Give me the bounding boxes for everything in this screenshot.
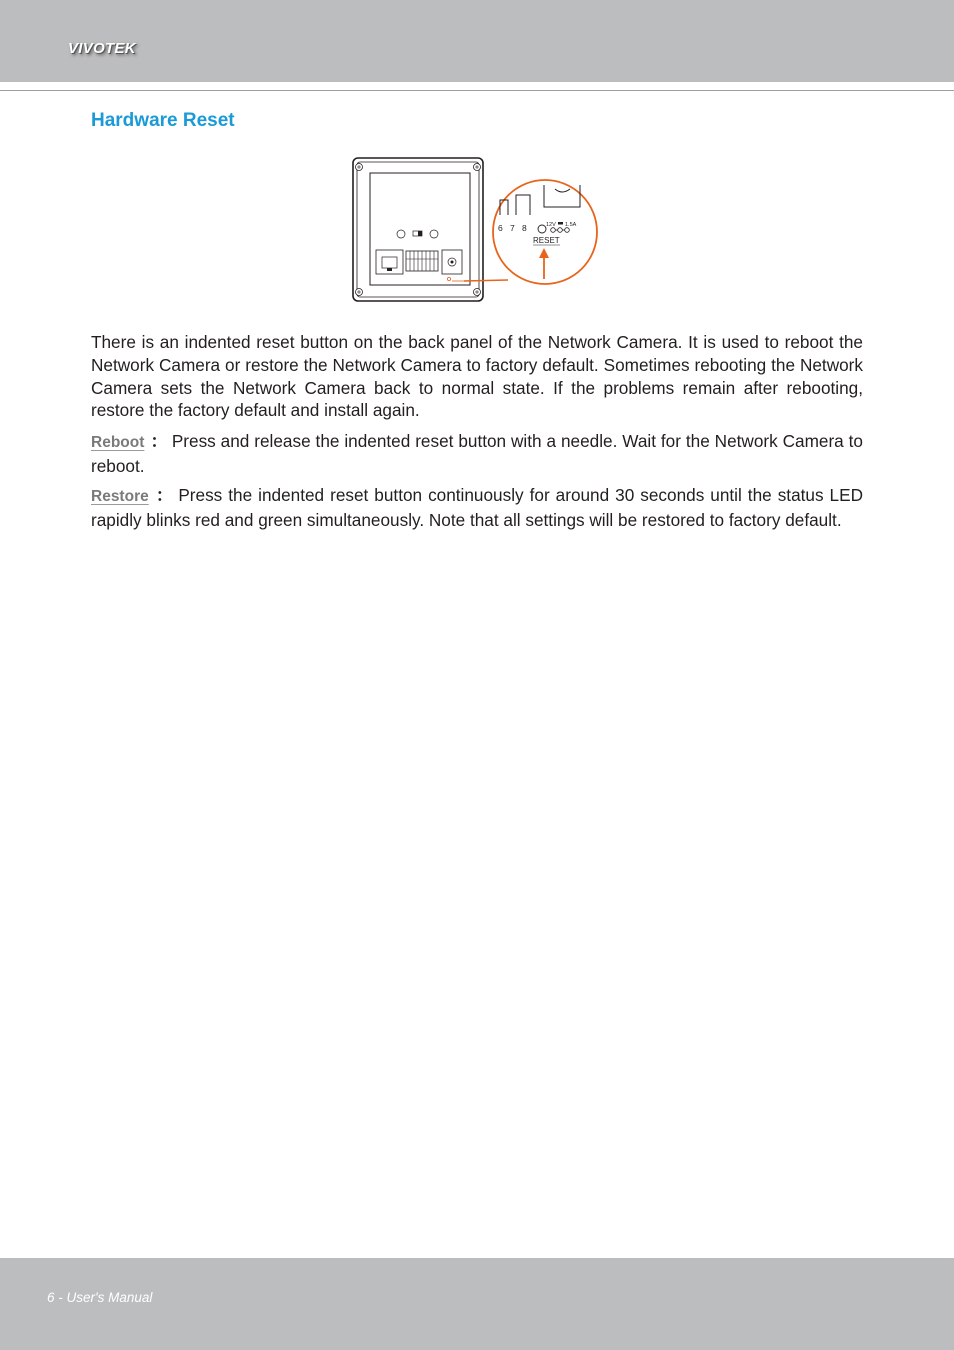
- intro-paragraph: There is an indented reset button on the back panel of the Network Camera. It is used to reboot the Network Camera or restore the Network Camera to factory default. Sometimes rebooting the Network Camera sets the Network Camera back to normal state. If the problems remain after rebooting, restore the factory default and install again.: [91, 332, 863, 421]
- page-number-label: 6 - User's Manual: [47, 1290, 153, 1305]
- power-current-label: 1.5A: [565, 222, 577, 228]
- header-divider: [0, 90, 954, 91]
- reboot-description: Press and release the indented reset button with a needle. Wait for the Network Camera to reboot.: [91, 431, 863, 476]
- led-icon: [430, 230, 438, 238]
- restore-paragraph: [91, 484, 863, 532]
- reset-button-icon: [538, 225, 546, 233]
- reboot-paragraph: [91, 430, 863, 478]
- terminal-pin-label: 6: [498, 223, 503, 233]
- brand-logo: VIVOTEK: [68, 40, 136, 57]
- restore-term: Restore: [91, 488, 149, 505]
- reboot-colon: ：: [150, 431, 168, 451]
- restore-description: Press the indented reset button continuously for around 30 seconds until the status LED rapidly blinks red and green simultaneously. Note that all settings will be restored to factory default.: [91, 485, 863, 530]
- header-bar: [0, 0, 954, 82]
- camera-back-panel-diagram: [348, 155, 608, 305]
- reset-label: RESET: [533, 236, 560, 245]
- power-voltage-label: 12V: [546, 222, 556, 228]
- led-icon: [397, 230, 405, 238]
- terminal-pin-label: 7: [510, 223, 515, 233]
- restore-colon: ：: [154, 485, 175, 505]
- reboot-term: Reboot: [91, 434, 145, 451]
- section-title: Hardware Reset: [91, 110, 235, 131]
- polarity-icon: [551, 228, 570, 233]
- terminal-pin-label: 8: [522, 223, 527, 233]
